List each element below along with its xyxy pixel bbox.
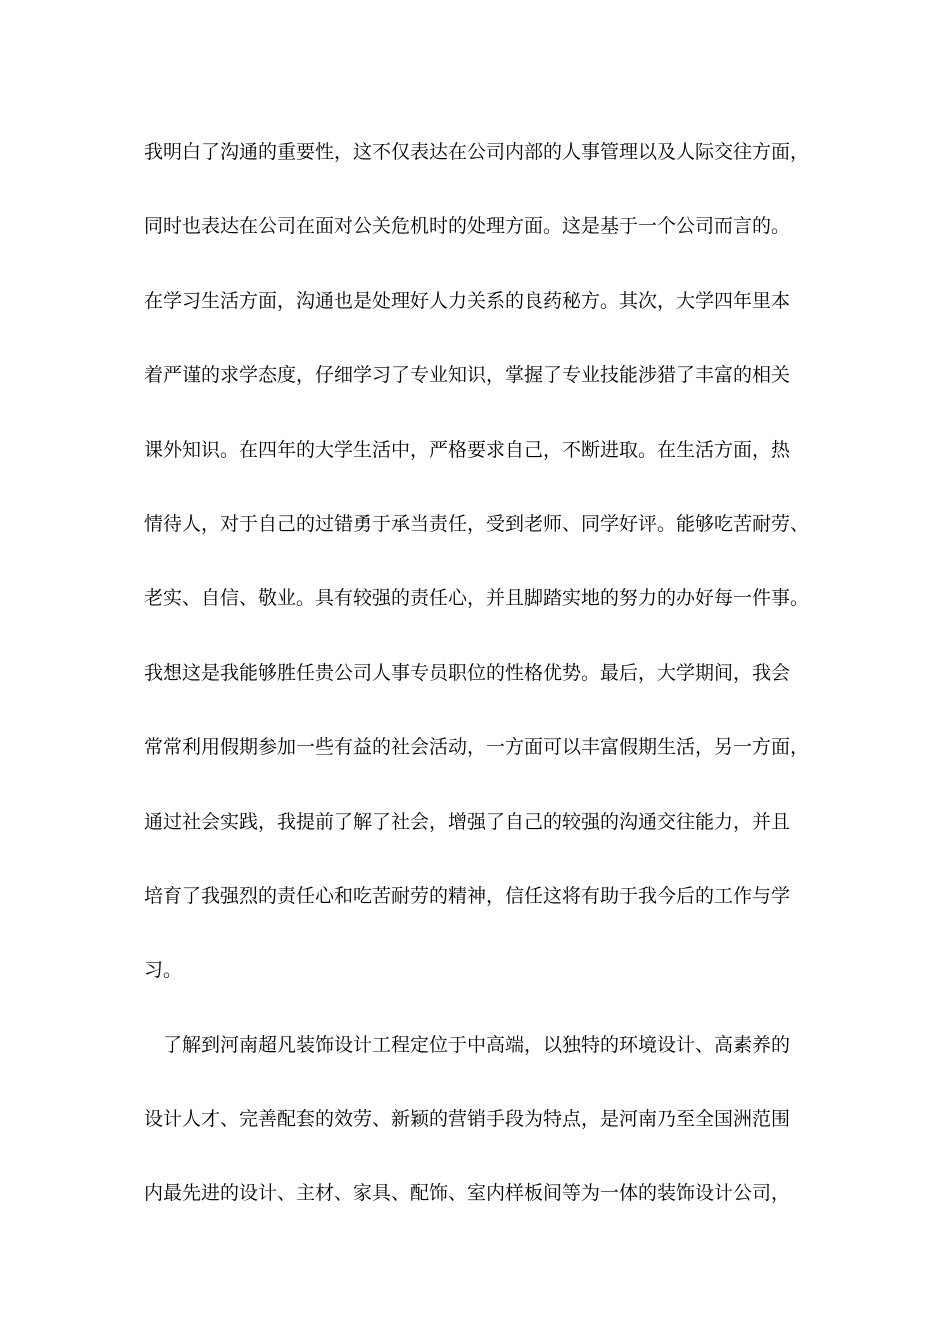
text-line: 常常利用假期参加一些有益的社会活动，一方面可以丰富假期生活，另一方面， [144, 736, 810, 759]
text-line: 培育了我强烈的责任心和吃苦耐劳的精神，信任这将有助于我今后的工作与学 [144, 884, 791, 907]
text-line: 内最先进的设计、主材、家具、配饰、室内样板间等为一体的装饰设计公司， [144, 1182, 791, 1205]
text-line: 课外知识。在四年的大学生活中，严格要求自己，不断进取。在生活方面，热 [144, 438, 791, 461]
text-line: 设计人才、完善配套的效劳、新颖的营销手段为特点，是河南乃至全国洲范围 [144, 1108, 791, 1131]
text-line: 通过社会实践，我提前了解了社会，增强了自己的较强的沟通交往能力，并且 [144, 810, 791, 833]
text-line: 情待人，对于自己的过错勇于承当责任，受到老师、同学好评。能够吃苦耐劳、 [144, 512, 810, 535]
paragraph-start-line: 了解到河南超凡装饰设计工程定位于中高端，以独特的环境设计、高素养的 [163, 1033, 791, 1056]
text-line: 在学习生活方面，沟通也是处理好人力关系的良药秘方。其次，大学四年里本 [144, 289, 791, 312]
text-line: 同时也表达在公司在面对公关危机时的处理方面。这是基于一个公司而言的。 [144, 215, 791, 238]
text-line: 我明白了沟通的重要性，这不仅表达在公司内部的人事管理以及人际交往方面， [144, 141, 810, 163]
text-line: 我想这是我能够胜任贵公司人事专员职位的性格优势。最后，大学期间，我会 [144, 661, 791, 684]
body-text [144, 132, 824, 1248]
text-line: 习。 [144, 959, 183, 982]
text-line: 老实、自信、敬业。具有较强的责任心，并且脚踏实地的努力的办好每一件事。 [144, 587, 810, 610]
text-line: 着严谨的求学态度，仔细学习了专业知识，掌握了专业技能涉猎了丰富的相关 [144, 364, 791, 387]
